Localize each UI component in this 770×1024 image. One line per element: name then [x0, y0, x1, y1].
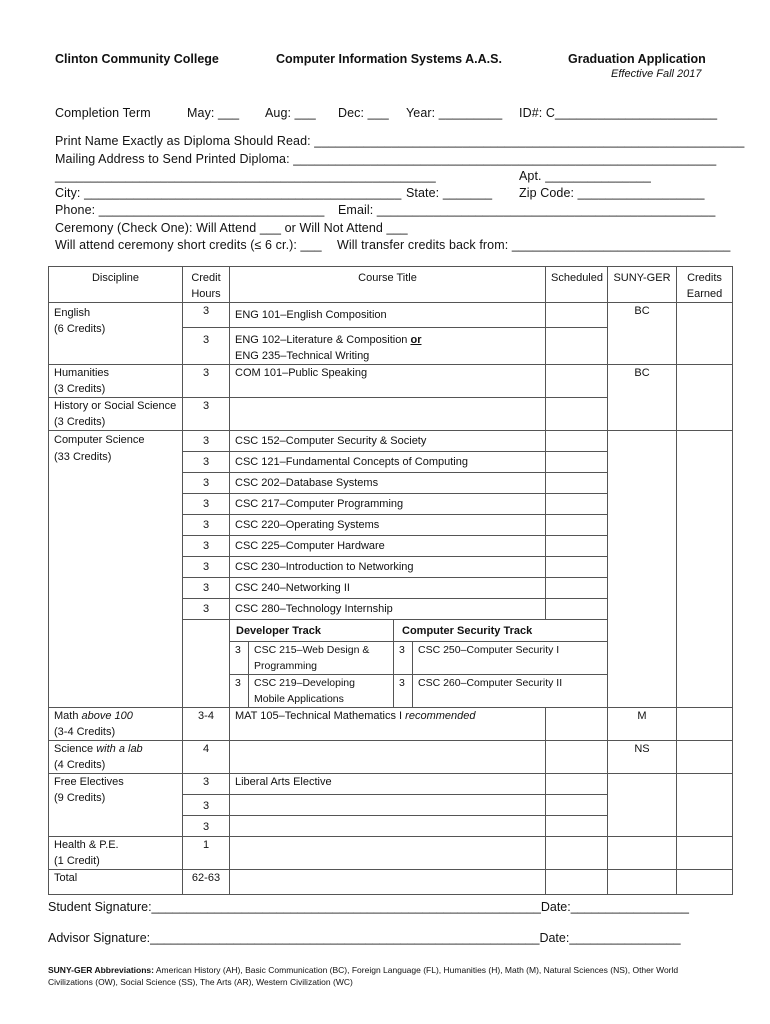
discipline-math: [49, 708, 183, 741]
discipline-label: Math: [54, 710, 82, 722]
course-title: CSC 152–Computer Security & Society: [230, 431, 546, 452]
scheduled-cell[interactable]: [546, 515, 608, 536]
header-credit-label: Credit: [191, 272, 221, 284]
scheduled-cell[interactable]: [546, 578, 608, 599]
suny-ger-cell: M: [608, 708, 677, 741]
total-hours: 62-63: [183, 870, 230, 895]
discipline-credits: (6 Credits): [54, 323, 106, 335]
course-title: CSC 217–Computer Programming: [230, 494, 546, 515]
credit-hours: 3: [183, 398, 230, 431]
discipline-label-qualifier: with a lab: [96, 743, 143, 755]
credits-earned-cell[interactable]: [677, 431, 733, 708]
scheduled-cell[interactable]: [546, 557, 608, 578]
suny-ger-cell: BC: [608, 365, 677, 431]
discipline-credits: (33 Credits): [54, 451, 112, 463]
course-title: ENG 101–English Composition: [230, 303, 546, 328]
city-field[interactable]: City: _____________________________________________: [55, 186, 402, 200]
credit-hours: 3: [183, 365, 230, 398]
scheduled-cell[interactable]: [546, 473, 608, 494]
abbreviations-label: SUNY-GER Abbreviations:: [48, 965, 154, 975]
course-eng102: ENG 102–Literature & Composition: [235, 334, 411, 346]
course-eng235: ENG 235–Technical Writing: [235, 350, 370, 362]
suny-ger-cell: [608, 837, 677, 870]
discipline-label-qualifier: above 100: [81, 710, 133, 722]
credit-hours: 3: [183, 303, 230, 328]
advisor-signature-line[interactable]: Advisor Signature:________________________________________________________Date:________________: [48, 931, 681, 945]
discipline-label: History or Social Science: [54, 400, 177, 412]
abbreviations-text-2: Civilizations (OW), Social Science (SS), The Arts (AR), Western Civilization (WC): [48, 977, 353, 987]
state-field[interactable]: State: _______: [406, 186, 493, 200]
course-recommended: recommended: [405, 710, 476, 722]
aug-field[interactable]: Aug: ___: [265, 106, 316, 120]
credit-hours: 3: [183, 816, 230, 837]
total-row: [49, 870, 733, 895]
header-discipline: Discipline: [49, 267, 183, 303]
credit-hours: 3: [183, 599, 230, 620]
header-suny-ger: SUNY-GER: [608, 267, 677, 303]
transfer-field[interactable]: Will transfer credits back from: _______________________________: [337, 238, 731, 252]
course-title: CSC 220–Operating Systems: [230, 515, 546, 536]
total-earned-cell[interactable]: [677, 870, 733, 895]
credits-earned-cell[interactable]: [677, 303, 733, 365]
discipline-history: [49, 398, 183, 431]
table-row: [49, 708, 733, 741]
college-name: Clinton Community College: [55, 52, 219, 66]
course-mat105: MAT 105–Technical Mathematics I: [235, 710, 406, 722]
header-credits-label: Credits: [687, 272, 722, 284]
discipline-label: Science: [54, 743, 97, 755]
discipline-credits: (9 Credits): [54, 792, 106, 804]
discipline-credits: (4 Credits): [54, 759, 106, 771]
scheduled-cell[interactable]: [546, 599, 608, 620]
course-title: CSC 121–Fundamental Concepts of Computing: [230, 452, 546, 473]
course-title: [230, 328, 546, 365]
course-title[interactable]: [230, 741, 546, 774]
email-field[interactable]: Email: ________________________________________________: [338, 203, 716, 217]
course-title[interactable]: [230, 795, 546, 816]
credit-hours: 3: [183, 557, 230, 578]
course-table: [48, 266, 733, 895]
track-credit: 3: [394, 675, 413, 708]
discipline-label: Computer Science: [54, 434, 145, 446]
header-hours-label: Hours: [191, 288, 221, 300]
mailing-address-field[interactable]: Mailing Address to Send Printed Diploma: ____________________________________________________________: [55, 152, 717, 166]
form-title: Graduation Application: [568, 52, 706, 66]
scheduled-cell[interactable]: [546, 536, 608, 557]
discipline-label: Health & P.E.: [54, 839, 119, 851]
program-name: Computer Information Systems A.A.S.: [276, 52, 502, 66]
credit-hours: 4: [183, 741, 230, 774]
zip-field[interactable]: Zip Code: __________________: [519, 186, 705, 200]
header-earned-label: Earned: [686, 288, 723, 300]
may-field[interactable]: May: ___: [187, 106, 240, 120]
discipline-label: Humanities: [54, 367, 110, 379]
scheduled-cell[interactable]: [546, 303, 608, 328]
credits-earned-cell[interactable]: [677, 365, 733, 431]
year-field[interactable]: Year: _________: [406, 106, 503, 120]
table-row: [49, 837, 733, 870]
scheduled-cell[interactable]: [546, 774, 608, 795]
credit-hours: 1: [183, 837, 230, 870]
scheduled-cell[interactable]: [546, 816, 608, 837]
credit-hours: 3: [183, 473, 230, 494]
discipline-credits: (3 Credits): [54, 416, 106, 428]
id-field[interactable]: ID#: C_______________________: [519, 106, 718, 120]
course-or: or: [410, 334, 422, 346]
apt-field[interactable]: Apt. _______________: [519, 169, 651, 183]
credit-hours: 3: [183, 536, 230, 557]
table-row: [49, 303, 733, 328]
credit-hours: 3: [183, 578, 230, 599]
discipline-health: [49, 837, 183, 870]
credit-hours: 3: [183, 431, 230, 452]
short-credits-field[interactable]: Will attend ceremony short credits (≤ 6 cr.): ___: [55, 238, 322, 252]
table-row: [49, 431, 733, 452]
track-courses-cell: [230, 642, 608, 708]
scheduled-cell[interactable]: [546, 398, 608, 431]
course-title: [230, 708, 546, 741]
scheduled-cell[interactable]: [546, 741, 608, 774]
discipline-english: [49, 303, 183, 365]
track-header-cell: [230, 620, 608, 642]
discipline-free-electives: [49, 774, 183, 837]
discipline-science: [49, 741, 183, 774]
credit-hours: 3: [183, 494, 230, 515]
credit-hours: 3: [183, 774, 230, 795]
track-course: CSC 260–Computer Security II: [413, 675, 608, 708]
course-title: CSC 240–Networking II: [230, 578, 546, 599]
total-ger-cell: [608, 870, 677, 895]
course-title: CSC 230–Introduction to Networking: [230, 557, 546, 578]
abbreviations-text-1: American History (AH), Basic Communication (BC), Foreign Language (FL), Humanities (H), Math (M), Natural Sciences (NS), Other World: [153, 965, 679, 975]
course-title: CSC 225–Computer Hardware: [230, 536, 546, 557]
scheduled-cell[interactable]: [546, 837, 608, 870]
suny-ger-cell: [608, 431, 677, 708]
total-scheduled-cell: [546, 870, 608, 895]
scheduled-cell[interactable]: [546, 494, 608, 515]
credit-hours: 3: [183, 795, 230, 816]
total-course-cell: [230, 870, 546, 895]
table-row: [49, 774, 733, 795]
scheduled-cell[interactable]: [546, 328, 608, 365]
effective-date: Effective Fall 2017: [611, 68, 702, 80]
table-row: [49, 741, 733, 774]
suny-ger-cell: NS: [608, 741, 677, 774]
course-title: Liberal Arts Elective: [230, 774, 546, 795]
credit-hours: 3: [183, 515, 230, 536]
discipline-credits: (3 Credits): [54, 383, 106, 395]
suny-ger-abbreviations: [48, 964, 678, 976]
phone-field[interactable]: Phone: ________________________________: [55, 203, 325, 217]
student-signature-line[interactable]: Student Signature:________________________________________________________Date:_________________: [48, 900, 689, 914]
print-name-field[interactable]: Print Name Exactly as Diploma Should Read: _____________________________________________________________: [55, 134, 745, 148]
header-credit-hours: [183, 267, 230, 303]
discipline-credits: (1 Credit): [54, 855, 100, 867]
discipline-humanities: [49, 365, 183, 398]
scheduled-cell[interactable]: [546, 795, 608, 816]
completion-term-label: Completion Term: [55, 106, 151, 120]
course-title: CSC 280–Technology Internship: [230, 599, 546, 620]
credit-hours: 3-4: [183, 708, 230, 741]
table-header-row: [49, 267, 733, 303]
table-row: [49, 365, 733, 398]
security-track-title: Computer Security Track: [394, 620, 608, 641]
discipline-label: Free Electives: [54, 776, 124, 788]
scheduled-cell[interactable]: [546, 365, 608, 398]
header-credits-earned: [677, 267, 733, 303]
track-course: CSC 250–Computer Security I: [413, 642, 608, 675]
credits-earned-cell[interactable]: [677, 774, 733, 837]
track-course: CSC 219–Developing Mobile Applications: [249, 675, 394, 708]
credits-earned-cell[interactable]: [677, 741, 733, 774]
track-credit-spacer: [183, 620, 230, 708]
track-credit: 3: [230, 675, 249, 708]
scheduled-cell[interactable]: [546, 708, 608, 741]
track-credit: 3: [230, 642, 249, 675]
total-label: Total: [49, 870, 183, 895]
track-course: CSC 215–Web Design & Programming: [249, 642, 394, 675]
header-scheduled: Scheduled: [546, 267, 608, 303]
course-title: CSC 202–Database Systems: [230, 473, 546, 494]
scheduled-cell[interactable]: [546, 452, 608, 473]
developer-track-title: Developer Track: [236, 625, 321, 637]
scheduled-cell[interactable]: [546, 431, 608, 452]
course-title[interactable]: [230, 816, 546, 837]
suny-ger-cell: [608, 774, 677, 837]
dec-field[interactable]: Dec: ___: [338, 106, 389, 120]
credit-hours: 3: [183, 452, 230, 473]
ceremony-field[interactable]: Ceremony (Check One): Will Attend ___ or Will Not Attend ___: [55, 221, 408, 235]
discipline-credits: (3-4 Credits): [54, 726, 116, 738]
header-course-title: Course Title: [230, 267, 546, 303]
course-title: COM 101–Public Speaking: [230, 365, 546, 398]
credits-earned-cell[interactable]: [677, 837, 733, 870]
course-title[interactable]: [230, 837, 546, 870]
track-credit: 3: [394, 642, 413, 675]
credit-hours: 3: [183, 328, 230, 365]
discipline-label: English: [54, 307, 91, 319]
address-line-field[interactable]: ______________________________________________________: [55, 169, 436, 183]
credits-earned-cell[interactable]: [677, 708, 733, 741]
course-title[interactable]: [230, 398, 546, 431]
suny-ger-cell: BC: [608, 303, 677, 365]
discipline-computer-science: [49, 431, 183, 708]
